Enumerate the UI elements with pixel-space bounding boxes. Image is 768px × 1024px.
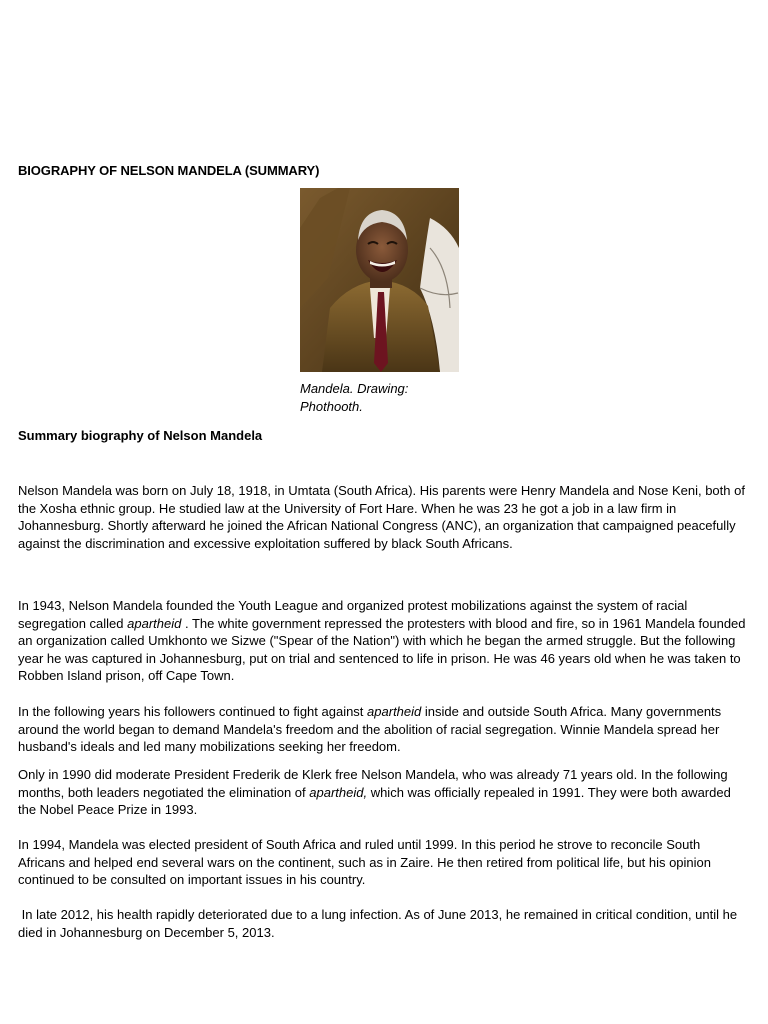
paragraph-text: inside and outside South Africa. Many governments around the world began to demand Mandela's freedom and the abolition of racial segregation. Winnie Mandela spread her husband's ideals and led many mobilizations seeking her freedom.	[18, 704, 722, 755]
emphasis-apartheid: apartheid,	[309, 784, 368, 800]
paragraph-text: . The white government repressed the protesters with blood and fire, so in 1961 Mandela founded an organization called Umkhonto we Sizwe ("Spear of the Nation") with which he began the armed struggle. But the following year he was captured in Johannesburg, put on trial and sentenced to life in prison. He was 46 years old when he was taken to Robben Island prison, off Cape Town.	[18, 615, 746, 684]
paragraph-text: In 1943, Nelson Mandela founded the Youth League and organized protest mobilizations against the system of racial segregation called	[18, 598, 688, 631]
figure-caption	[300, 380, 430, 416]
paragraph-release	[18, 766, 748, 819]
section-subtitle: Summary biography of Nelson Mandela	[18, 428, 263, 443]
paragraph-text: In the following years his followers continued to fight against	[18, 704, 368, 719]
paragraph-followers	[18, 703, 748, 756]
emphasis-apartheid: apartheid	[367, 704, 422, 719]
caption-line-1: Mandela. Drawing:	[300, 381, 409, 396]
paragraph-text: Only in 1990 did moderate President Frederik de Klerk free Nelson Mandela, who was already 71 years old. In the following months, both leaders negotiated the elimination of	[18, 767, 728, 800]
portrait-figure	[300, 188, 460, 416]
paragraph-death	[18, 906, 748, 941]
emphasis-apartheid: apartheid	[127, 615, 182, 631]
paragraph-text: In late 2012, his health rapidly deteriorated due to a lung infection. As of June 2013, he remained in critical condition, until he died in Johannesburg on December 5, 2013.	[18, 907, 738, 940]
paragraph-presidency: In 1994, Mandela was elected president of South Africa and ruled until 1999. In this period he strove to reconcile South Africans and helped end several wars on the continent, such as in Zaire. He then retired from political life, but his opinion continued to be consulted on important issues in his country.	[18, 837, 711, 888]
paragraph-text: which was officially repealed in 1991. They were both awarded the Nobel Peace Prize in 1993.	[18, 784, 731, 818]
mandela-portrait-image	[300, 188, 459, 372]
document-title: BIOGRAPHY OF NELSON MANDELA (SUMMARY)	[18, 163, 320, 178]
paragraph-birth: Nelson Mandela was born on July 18, 1918, in Umtata (South Africa). His parents were Henry Mandela and Nose Keni, both of the Xosha ethnic group. He studied law at the University of Fort Hare. When he was 23 he got a job in a law firm in Johannesburg. Shortly afterward he joined the African National Congress (ANC), an organization that campaigned peacefully against the discrimination and excessive exploitation suffered by black South Africans.	[18, 483, 745, 551]
paragraph-youth-league	[18, 597, 748, 685]
caption-line-2: Phothooth.	[300, 399, 363, 414]
